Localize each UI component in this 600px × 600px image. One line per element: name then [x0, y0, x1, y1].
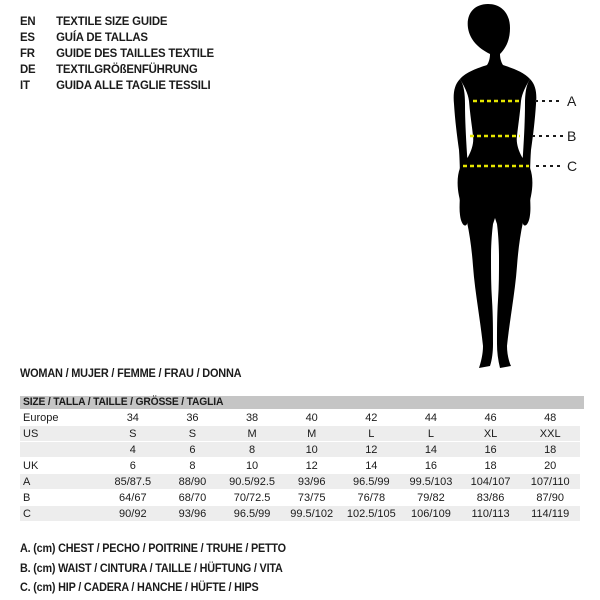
size-cell: 85/87.5: [103, 474, 163, 490]
language-row: [20, 61, 214, 77]
language-code: EN: [20, 14, 36, 28]
size-cell: 73/75: [282, 490, 342, 506]
size-cell: 46: [461, 410, 521, 426]
size-cell: 4: [103, 442, 163, 458]
woman-silhouette-right-arm: [521, 79, 536, 226]
legend-row: B. (cm) WAIST / CINTURA / TAILLE / HÜFTUNG / VITA: [20, 562, 283, 575]
size-cell: 6: [103, 458, 163, 474]
size-cell: 18: [520, 442, 580, 458]
row-label: Europe: [20, 410, 103, 426]
size-cell: 102.5/105: [342, 506, 402, 522]
size-cell: 38: [222, 410, 282, 426]
size-cell: 106/109: [401, 506, 461, 522]
table-row: [20, 506, 580, 522]
size-cell: 64/67: [103, 490, 163, 506]
size-cell: 16: [461, 442, 521, 458]
waist-label: B: [567, 128, 577, 144]
size-cell: 48: [520, 410, 580, 426]
size-cell: 99.5/102: [282, 506, 342, 522]
size-cell: 12: [342, 442, 402, 458]
size-cell: 104/107: [461, 474, 521, 490]
size-cell: 70/72.5: [222, 490, 282, 506]
row-label: A: [20, 474, 103, 490]
size-cell: 16: [401, 458, 461, 474]
row-label: UK: [20, 458, 103, 474]
size-table-header-label: SIZE / TALLA / TAILLE / GRÖSSE / TAGLIA: [23, 396, 224, 408]
size-cell: 6: [163, 442, 223, 458]
measurement-legend: [20, 540, 286, 599]
size-cell: 90.5/92.5: [222, 474, 282, 490]
size-cell: 88/90: [163, 474, 223, 490]
row-label: B: [20, 490, 103, 506]
size-cell: 68/70: [163, 490, 223, 506]
size-cell: M: [222, 426, 282, 442]
language-row: [20, 29, 214, 45]
size-cell: 107/110: [520, 474, 580, 490]
chest-label: A: [567, 93, 577, 109]
table-row: [20, 474, 580, 490]
hip-label: C: [567, 158, 578, 174]
table-row: [20, 490, 580, 506]
language-title: GUIDE DES TAILLES TEXTILE: [56, 46, 214, 60]
language-row: [20, 45, 214, 61]
size-cell: L: [401, 426, 461, 442]
table-row: [20, 426, 580, 442]
language-title: TEXTILE SIZE GUIDE: [56, 14, 168, 28]
size-cell: 10: [282, 442, 342, 458]
size-cell: 40: [282, 410, 342, 426]
size-cell: L: [342, 426, 402, 442]
size-cell: 76/78: [342, 490, 402, 506]
language-code: FR: [20, 46, 35, 60]
language-row: [20, 77, 214, 93]
size-cell: 20: [520, 458, 580, 474]
table-row: [20, 458, 580, 474]
language-title: GUIDA ALLE TAGLIE TESSILI: [56, 78, 211, 92]
row-label: [20, 442, 103, 458]
size-cell: 83/86: [461, 490, 521, 506]
size-cell: 14: [342, 458, 402, 474]
language-title: GUÍA DE TALLAS: [56, 30, 148, 44]
size-cell: 10: [222, 458, 282, 474]
size-cell: 93/96: [163, 506, 223, 522]
size-cell: 44: [401, 410, 461, 426]
size-table-grid: [20, 410, 580, 522]
size-cell: S: [163, 426, 223, 442]
size-cell: 114/119: [520, 506, 580, 522]
size-cell: 79/82: [401, 490, 461, 506]
size-cell: 18: [461, 458, 521, 474]
language-row: [20, 13, 214, 29]
size-cell: 8: [163, 458, 223, 474]
row-label: C: [20, 506, 103, 522]
size-cell: 36: [163, 410, 223, 426]
language-title: TEXTILGRÖßENFÜHRUNG: [56, 62, 198, 76]
size-cell: 96.5/99: [222, 506, 282, 522]
size-cell: 99.5/103: [401, 474, 461, 490]
woman-silhouette-left-arm: [454, 79, 469, 226]
language-title-list: [20, 13, 214, 93]
size-cell: M: [282, 426, 342, 442]
size-cell: 96.5/99: [342, 474, 402, 490]
section-title: WOMAN / MUJER / FEMME / FRAU / DONNA: [20, 368, 242, 380]
table-row: [20, 442, 580, 458]
woman-silhouette-figure: [430, 0, 600, 372]
table-row: [20, 410, 580, 426]
size-table: [20, 396, 584, 522]
legend-row: C. (cm) HIP / CADERA / HANCHE / HÜFTE / HIPS: [20, 582, 259, 594]
legend-row: A. (cm) CHEST / PECHO / POITRINE / TRUHE / PETTO: [20, 543, 286, 555]
size-cell: 8: [222, 442, 282, 458]
row-label: US: [20, 426, 103, 442]
size-cell: 87/90: [520, 490, 580, 506]
size-cell: XL: [461, 426, 521, 442]
language-code: IT: [20, 78, 30, 92]
language-code: ES: [20, 30, 35, 44]
size-cell: 93/96: [282, 474, 342, 490]
size-cell: 110/113: [461, 506, 521, 522]
size-cell: 34: [103, 410, 163, 426]
size-cell: 90/92: [103, 506, 163, 522]
size-cell: XXL: [520, 426, 580, 442]
language-code: DE: [20, 62, 36, 76]
size-cell: 42: [342, 410, 402, 426]
size-cell: 12: [282, 458, 342, 474]
size-cell: 14: [401, 442, 461, 458]
woman-silhouette-body: [458, 4, 533, 368]
size-cell: S: [103, 426, 163, 442]
size-table-header: [20, 396, 584, 410]
